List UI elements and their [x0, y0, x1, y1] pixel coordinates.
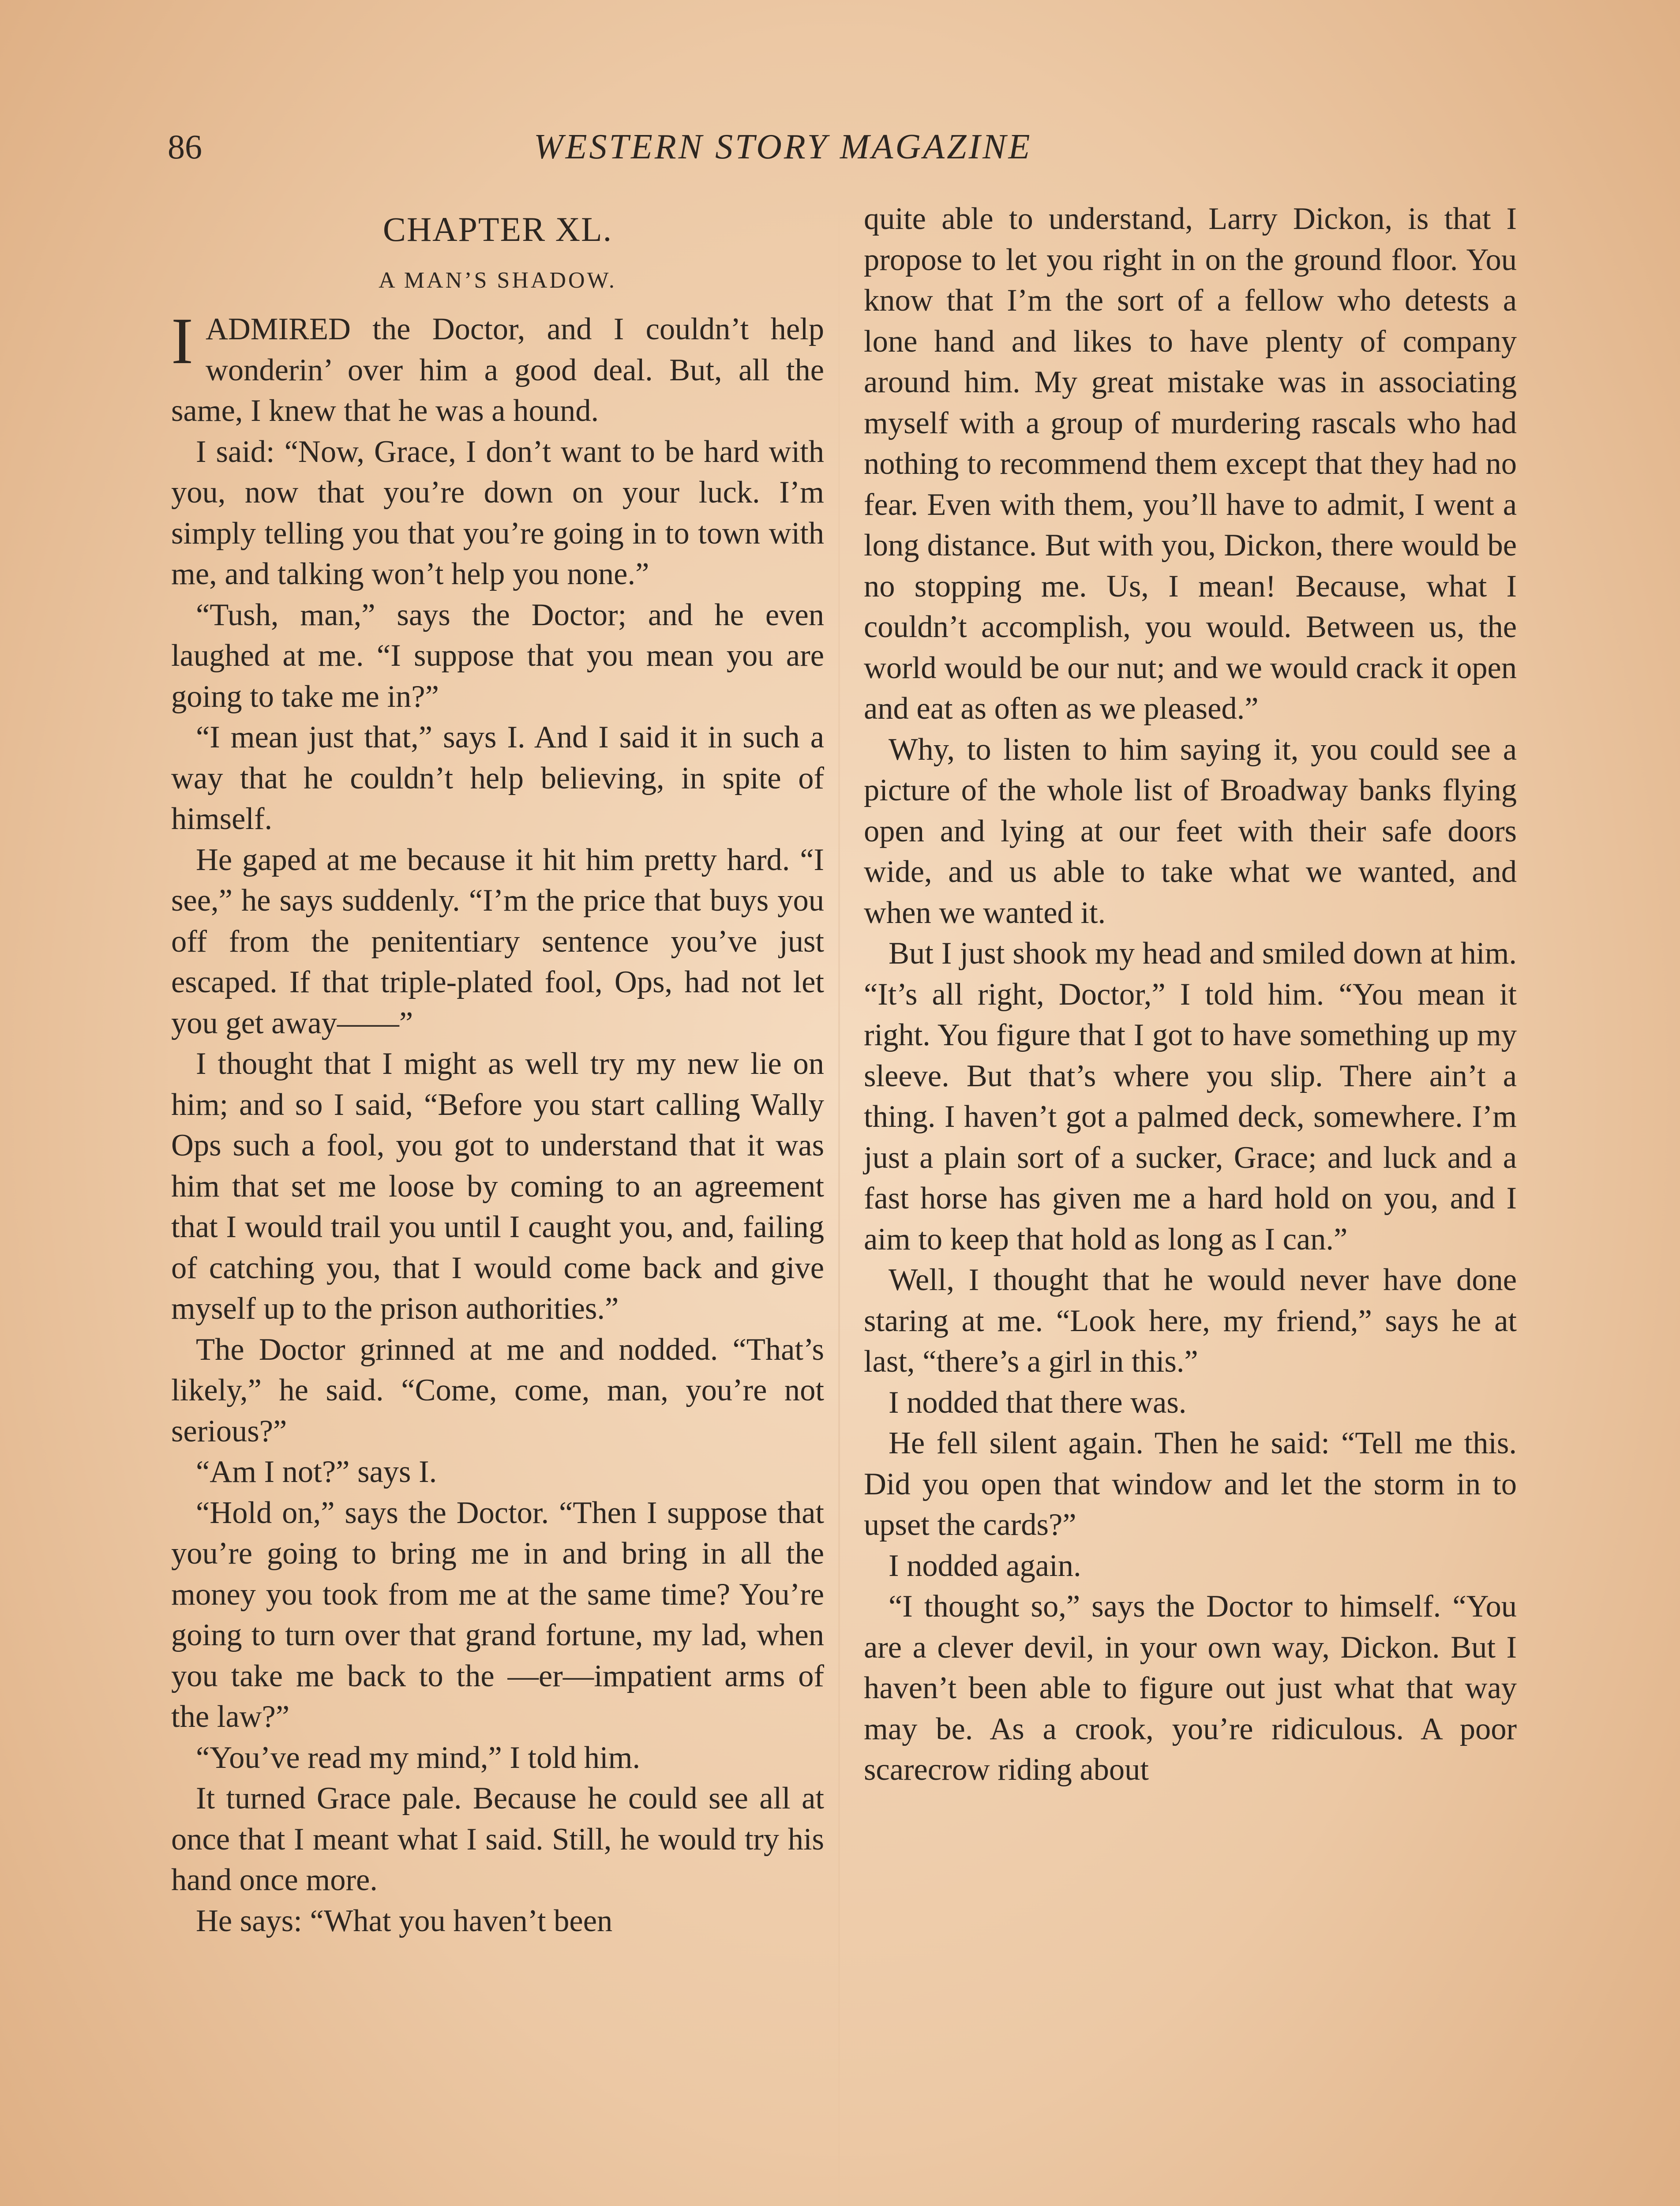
- paragraph: He fell silent again. Then he said: “Tell me this. Did you open that window and let the storm in to upset the cards?”: [864, 1426, 1517, 1542]
- paragraph: I nodded that there was.: [889, 1385, 1187, 1420]
- page-number: 86: [168, 128, 202, 166]
- page-crease: [838, 176, 840, 2206]
- paragraph: The Doctor grinned at me and nodded. “That’s likely,” he said. “Come, come, man, you’re not serious?”: [171, 1332, 824, 1448]
- chapter-title: CHAPTER XL.: [382, 210, 613, 248]
- paragraph: “Tush, man,” says the Doctor; and he even laughed at me. “I suppose that you mean you are going to take me in?”: [171, 597, 824, 714]
- paragraph: I said: “Now, Grace, I don’t want to be hard with you, now that you’re down on your luck. I’m simply telling you that you’re going in to town with me, and talking won’t help you none.”: [171, 434, 824, 591]
- paragraph: He says: “What you haven’t been: [196, 1903, 613, 1938]
- paragraph: He gaped at me because it hit him pretty hard. “I see,” he says suddenly. “I’m the price that buys you off from the penitentiary sentence you’ve just escaped. If that triple-plated fool, Ops, had not let you get away——”: [171, 842, 824, 1040]
- right-column: [864, 199, 1517, 1790]
- paragraph: It turned Grace pale. Because he could see all at once that I meant what I said. Still, he would try his hand once more.: [171, 1781, 824, 1897]
- left-column: [171, 199, 824, 1941]
- first-paragraph: [171, 304, 824, 431]
- running-head: [168, 119, 1165, 181]
- chapter-subtitle: A MAN’S SHADOW.: [379, 268, 617, 293]
- paragraph: “I mean just that,” says I. And I said it in such a way that he couldn’t help believing, in spite of himself.: [171, 720, 824, 836]
- paragraph: “Am I not?” says I.: [196, 1455, 437, 1489]
- drop-cap: I: [171, 304, 193, 378]
- continued-paragraph: quite able to understand, Larry Dickon, is that I propose to let you right in on the ground floor. You know that I’m the sort of a fellow who detests a lone hand and likes to have plenty of company around him. My great mistake was in associating myself with a group of murdering rascals who had nothing to recommend them except that they had no fear. Even with them, you’ll have to admit, I went a long distance. But with you, Dickon, there would be no stopping me. Us, I mean! Because, what I couldn’t accomplish, you would. Between us, the world would be our nut; and we would crack it open and eat as often as we pleased.”: [864, 202, 1517, 726]
- paragraph: “You’ve read my mind,” I told him.: [196, 1740, 641, 1775]
- paragraph: “I thought so,” says the Doctor to himself. “You are a clever devil, in your own way, Dickon. But I haven’t been able to figure out just what that way may be. As a crook, you’re ridiculous. A poor scarecrow riding about: [864, 1589, 1517, 1787]
- magazine-title: WESTERN STORY MAGAZINE: [534, 128, 1032, 166]
- paragraph: Well, I thought that he would never have done staring at me. “Look here, my friend,” says he at last, “there’s a girl in this.”: [864, 1263, 1517, 1379]
- paragraph: “Hold on,” says the Doctor. “Then I suppose that you’re going to bring me in and bring in all the money you took from me at the same time? You’re going to turn over that grand fortune, my lad, when you take me back to the —er—impatient arms of the law?”: [171, 1495, 824, 1734]
- paragraph: But I just shook my head and smiled down at him. “It’s all right, Doctor,” I told him. “You mean it right. You figure that I got to have something up my sleeve. But that’s where you slip. There ain’t a thing. I haven’t got a palmed deck, somewhere. I’m just a plain sort of a sucker, Grace; and luck and a fast horse has given me a hard hold on you, and I aim to keep that hold as long as I can.”: [864, 936, 1517, 1257]
- paragraph: I nodded again.: [889, 1548, 1081, 1583]
- first-paragraph-text: ADMIRED the Doctor, and I couldn’t help wonderin’ over him a good deal. But, all the same, I knew that he was a hound.: [171, 312, 824, 428]
- paragraph: Why, to listen to him saying it, you could see a picture of the whole list of Broadway banks flying open and lying at our feet with their safe doors wide, and us able to take what we wanted, and when we wanted it.: [864, 732, 1517, 930]
- paragraph: I thought that I might as well try my new lie on him; and so I said, “Before you start calling Wally Ops such a fool, you got to understand that it was him that set me loose by coming to an agreement that I would trail you until I caught you, and, failing of catching you, that I would come back and give myself up to the prison authorities.”: [171, 1047, 824, 1326]
